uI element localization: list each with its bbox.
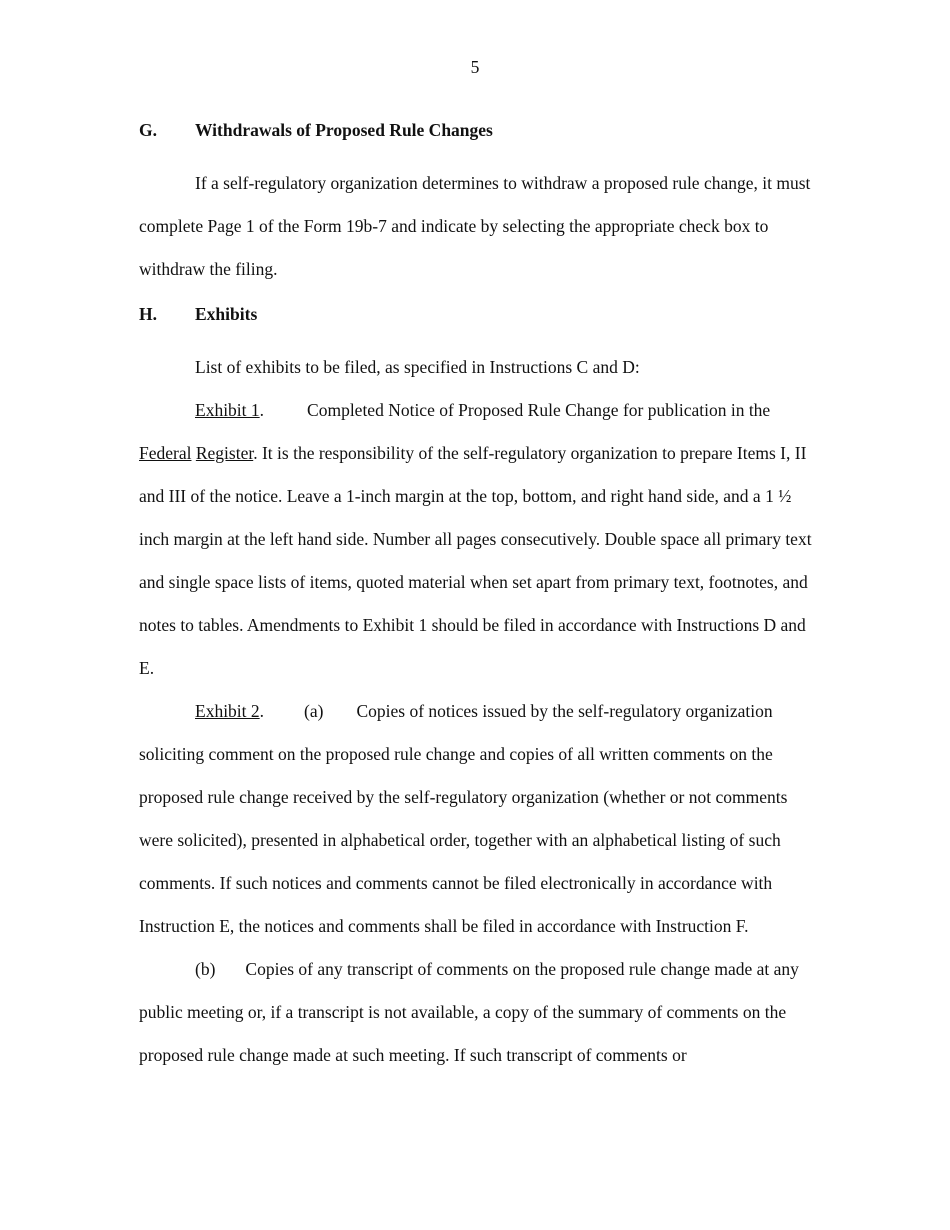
exhibit-2-b-text: Copies of any transcript of comments on the proposed rule change made at any public meeting or, if a transcript is not available, a copy of the summary of comments on the proposed rule change made at such meeting. If such transcript of comments or: [139, 959, 799, 1065]
exhibit-2-label: Exhibit 2: [195, 701, 260, 721]
section-g-letter: G.: [139, 120, 157, 140]
exhibit-1-text-start: Completed Notice of Proposed Rule Change for publication in the: [307, 400, 771, 420]
exhibit-2-a-marker: (a): [304, 701, 324, 721]
section-g-title: Withdrawals of Proposed Rule Changes: [195, 120, 493, 140]
exhibits-intro: List of exhibits to be filed, as specified in Instructions C and D:: [195, 357, 640, 377]
exhibit-2-b-paragraph: [139, 948, 814, 1077]
exhibit-1-text-rest: . It is the responsibility of the self-regulatory organization to prepare Items I, II and III of the notice. Leave a 1-inch margin at the top, bottom, and right hand side, and a 1 ½ inch margin at the left hand side. Number all pages consecutively. Double space all primary text and single space lists of items, quoted material when set apart from primary text, footnotes, and notes to tables. Amendments to Exhibit 1 should be filed in accordance with Instructions D and E.: [139, 443, 812, 678]
exhibit-2-b-marker: (b): [195, 959, 216, 979]
section-h-heading: [139, 303, 814, 325]
section-h-letter: H.: [139, 304, 157, 324]
document-body: [139, 119, 814, 1077]
federal-word: Federal: [139, 443, 192, 463]
exhibit-1-label: Exhibit 1: [195, 400, 260, 420]
section-g-heading: [139, 119, 814, 141]
exhibit-2-a-text: Copies of notices issued by the self-regulatory organization soliciting comment on the proposed rule change and copies of all written comments on the proposed rule change received by the self-regulatory organization (whether or not comments were solicited), presented in alphabetical order, together with an alphabetical listing of such comments. If such notices and comments cannot be filed electronically in accordance with Instruction E, the notices and comments shall be filed in accordance with Instruction F.: [139, 701, 788, 936]
section-h-title: Exhibits: [195, 304, 258, 324]
register-word: Register: [195, 443, 254, 463]
page-number: 5: [470, 57, 480, 77]
section-g-paragraph: If a self-regulatory organization determines to withdraw a proposed rule change, it must complete Page 1 of the Form 19b-7 and indicate by selecting the appropriate check box to withdraw the filing.: [139, 173, 811, 279]
exhibit-1-paragraph: Exhibit 1. Completed Notice of Proposed Rule Change for publication in the Federal Register. It is the responsibility of the self-regulatory organization to prepare Items I, II and III of the notice. Leave a 1-inch margin at the top, bottom, and right hand side, and a 1 ½ inch margin at the left hand side. Number all pages consecutively. Double space all primary text and single space lists of items, quoted material when set apart from primary text, footnotes, and notes to tables. Amendments to Exhibit 1 should be filed in accordance with Instructions D and E.: [139, 400, 812, 678]
exhibit-2-a-paragraph: Exhibit 2. (a) Copies of notices issued by the self-regulatory organization soliciting comment on the proposed rule change and copies of all written comments on the proposed rule change received by the self-regulatory organization (whether or not comments were solicited), presented in alphabetical order, together with an alphabetical listing of such comments. If such notices and comments cannot be filed electronically in accordance with Instruction E, the notices and comments shall be filed in accordance with Instruction F.: [139, 701, 788, 936]
